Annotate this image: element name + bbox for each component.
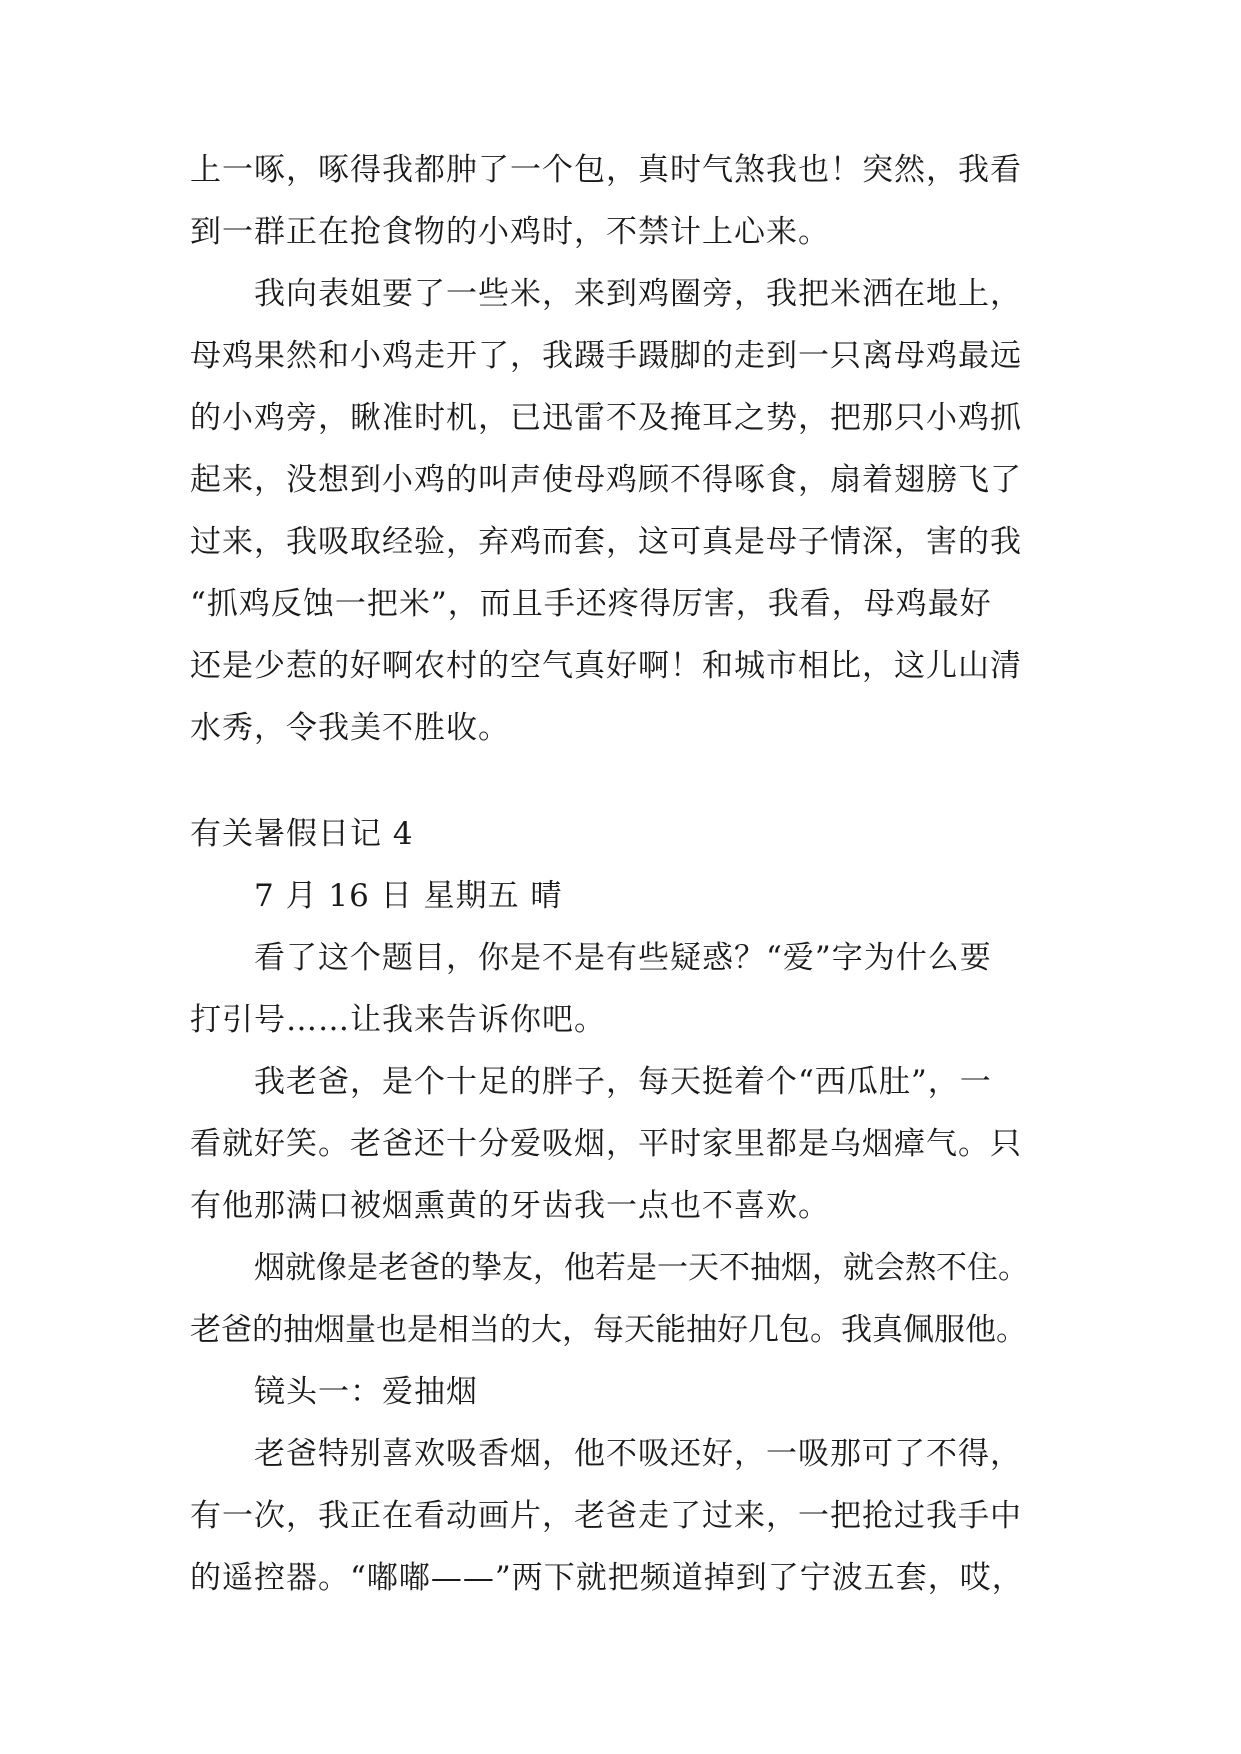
section-title: 有关暑假日记 4 [190,816,414,852]
paragraph-line: 母鸡果然和小鸡走开了，我蹑手蹑脚的走到一只离母鸡最远 [190,338,1022,374]
paragraph-line: 水秀，令我美不胜收。 [190,710,510,746]
paragraph-line: 到一群正在抢食物的小鸡时，不禁计上心来。 [190,214,830,250]
paragraph-line: 起来，没想到小鸡的叫声使母鸡顾不得啄食，扇着翅膀飞了 [190,462,1022,498]
paragraph-line: 老爸特别喜欢吸香烟，他不吸还好，一吸那可了不得， [254,1436,1022,1472]
paragraph-line: 我老爸，是个十足的胖子，每天挺着个“西瓜肚”，一 [254,1064,992,1100]
paragraph-line: 上一啄，啄得我都肿了一个包，真时气煞我也！突然，我看 [190,152,1022,188]
paragraph-line: 看就好笑。老爸还十分爱吸烟，平时家里都是乌烟瘴气。只 [190,1126,1022,1162]
paragraph-line: 的遥控器。“嘟嘟——”两下就把频道掉到了宁波五套，哎， [190,1560,1024,1596]
paragraph-line: 老爸的抽烟量也是相当的大，每天能抽好几包。我真佩服他。 [190,1312,1027,1348]
paragraph-line: 打引号……让我来告诉你吧。 [190,1002,606,1038]
paragraph-line: 过来，我吸取经验，弃鸡而套，这可真是母子情深，害的我 [190,524,1022,560]
paragraph-line: 烟就像是老爸的挚友，他若是一天不抽烟，就会熬不住。 [254,1250,1029,1286]
paragraph-line: 看了这个题目，你是不是有些疑惑？“爱”字为什么要 [254,940,992,976]
paragraph-line: 有一次，我正在看动画片，老爸走了过来，一把抢过我手中 [190,1498,1022,1534]
paragraph-line: 的小鸡旁，瞅准时机，已迅雷不及掩耳之势，把那只小鸡抓 [190,400,1022,436]
date-line: 7 月 16 日 星期五 晴 [254,878,563,914]
paragraph-line: 有他那满口被烟熏黄的牙齿我一点也不喜欢。 [190,1188,830,1224]
paragraph-line: “抓鸡反蚀一把米”，而且手还疼得厉害，我看，母鸡最好 [190,586,992,622]
subheading: 镜头一：爱抽烟 [254,1374,478,1410]
paragraph-line: 还是少惹的好啊农村的空气真好啊！和城市相比，这儿山清 [190,648,1022,684]
paragraph-line: 我向表姐要了一些米，来到鸡圈旁，我把米洒在地上， [254,276,1022,312]
